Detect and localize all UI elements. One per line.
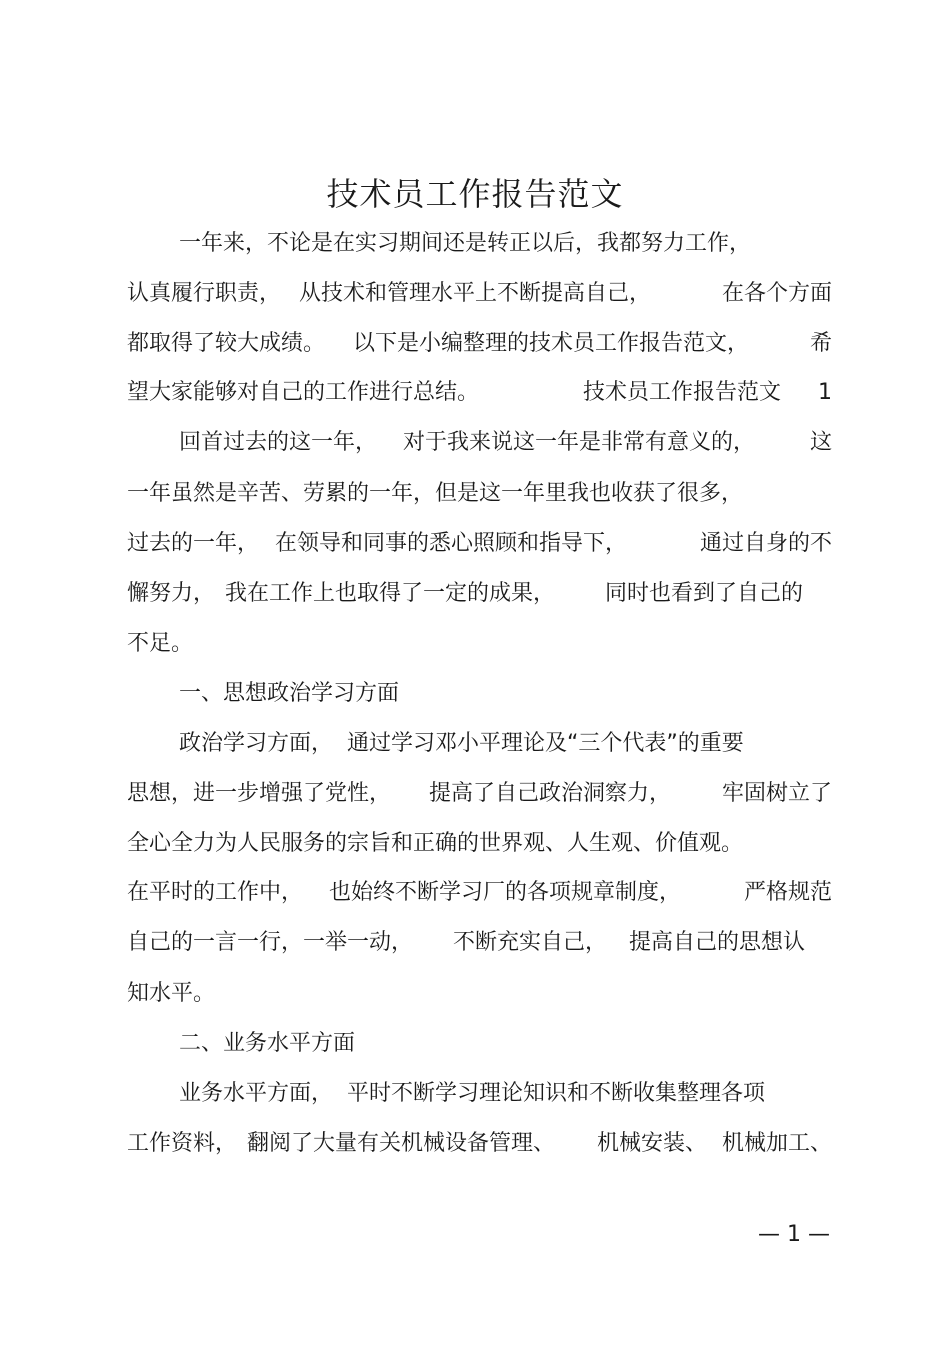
text-run: 一、思想政治学习方面 xyxy=(179,681,400,706)
text-line xyxy=(127,926,832,960)
text-run: 望大家能够对自己的工作进行总结。 xyxy=(127,380,480,405)
text-run: 自己的一言一行，一举一动， xyxy=(127,930,414,955)
text-run: 平时不断学习理论知识和不断收集整理各项 xyxy=(347,1081,766,1106)
text-run: 知水平。 xyxy=(127,981,216,1006)
text-run: 在各个方面 xyxy=(721,281,832,306)
document-title: 技术员工作报告范文 xyxy=(326,175,624,213)
text-line xyxy=(127,527,832,561)
text-run: 政治学习方面， xyxy=(179,731,334,756)
text-run: 不足。 xyxy=(127,631,194,656)
text-line xyxy=(127,577,832,611)
text-run: 全心全力为人民服务的宗旨和正确的世界观、人生观、价值观。 xyxy=(127,831,744,856)
text-line xyxy=(127,277,832,311)
text-run: 机械加工、 xyxy=(721,1131,832,1156)
text-run: 在领导和同事的悉心照顾和指导下， xyxy=(275,531,628,556)
text-run: 严格规范 xyxy=(743,880,832,905)
text-line xyxy=(127,376,832,410)
text-line xyxy=(127,227,832,261)
text-line xyxy=(127,876,832,910)
text-run: 技术员工作报告范文 xyxy=(583,380,782,405)
text-run: 思想，进一步增强了党性， xyxy=(127,781,392,806)
text-run: 提高自己的思想认 xyxy=(629,930,806,955)
text-line xyxy=(127,827,832,861)
text-run: 通过学习邓小平理论及“三个代表”的重要 xyxy=(347,731,744,756)
text-run: 从技术和管理水平上不断提高自己， xyxy=(299,281,652,306)
text-run: 一年虽然是辛苦、劳累的一年，但是这一年里我也收获了很多， xyxy=(127,481,744,506)
text-run: 同时也看到了自己的 xyxy=(605,581,804,606)
text-line xyxy=(127,627,832,661)
text-run: 以下是小编整理的技术员工作报告范文， xyxy=(353,331,750,356)
text-line xyxy=(127,327,832,361)
section-heading xyxy=(127,1027,832,1061)
text-run: 认真履行职责， xyxy=(127,281,282,306)
section-heading xyxy=(127,677,832,711)
text-line xyxy=(127,727,832,761)
text-line xyxy=(127,477,832,511)
text-line xyxy=(127,977,832,1011)
text-run: 也始终不断学习厂的各项规章制度， xyxy=(329,880,682,905)
text-run: 希 xyxy=(809,331,832,356)
text-run: 我在工作上也取得了一定的成果， xyxy=(225,581,556,606)
text-run: 这 xyxy=(809,430,832,455)
text-run: 回首过去的这一年， xyxy=(179,430,378,455)
text-run: 都取得了较大成绩。 xyxy=(127,331,326,356)
text-run: 工作资料， xyxy=(127,1131,238,1156)
text-run: 二、业务水平方面 xyxy=(179,1031,356,1056)
text-run: 提高了自己政治洞察力， xyxy=(429,781,672,806)
text-run: 在平时的工作中， xyxy=(127,880,304,905)
text-run: 对于我来说这一年是非常有意义的， xyxy=(403,430,756,455)
text-run: 机械安装、 xyxy=(597,1131,708,1156)
text-line xyxy=(127,1127,832,1161)
text-run: 1 xyxy=(818,380,832,405)
text-run: 懈努力， xyxy=(127,581,216,606)
text-line xyxy=(127,1077,832,1111)
page-number: — 1 — xyxy=(758,1222,830,1247)
text-run: 通过自身的不 xyxy=(699,531,832,556)
text-line xyxy=(127,777,832,811)
text-run: 不断充实自己， xyxy=(453,930,608,955)
text-run: 牢固树立了 xyxy=(721,781,832,806)
text-run: 业务水平方面， xyxy=(179,1081,334,1106)
text-line xyxy=(127,426,832,460)
text-run: 过去的一年， xyxy=(127,531,260,556)
text-run: 一年来，不论是在实习期间还是转正以后，我都努力工作， xyxy=(179,231,752,256)
text-run: 翻阅了大量有关机械设备管理、 xyxy=(247,1131,556,1156)
